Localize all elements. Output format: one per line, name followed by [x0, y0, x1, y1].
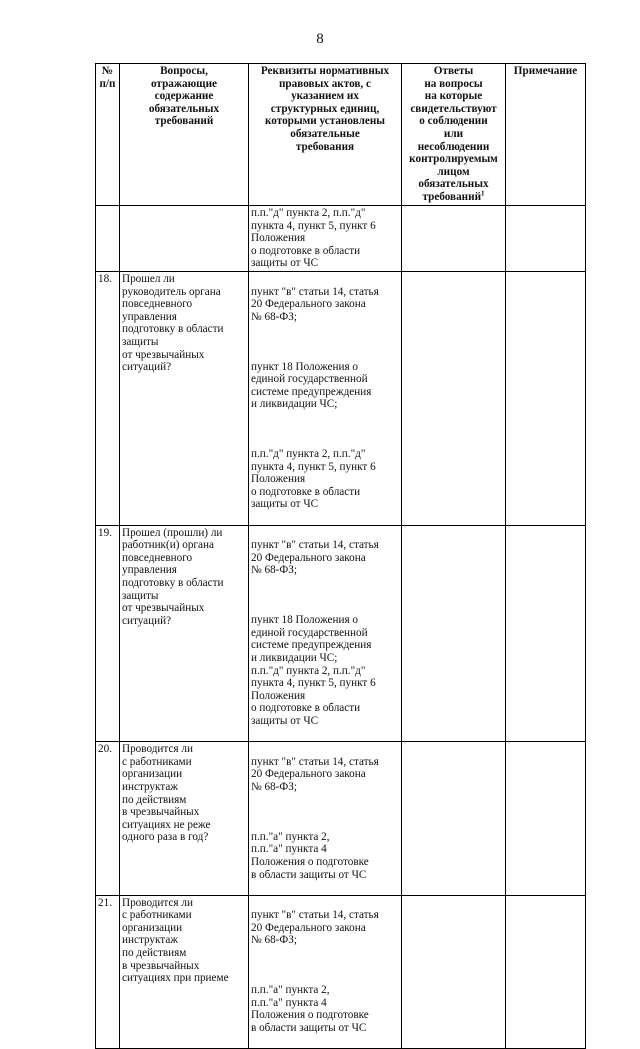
row-requisites	[249, 525, 402, 742]
header-num: № п/п	[96, 64, 120, 206]
row-answer	[402, 525, 506, 742]
row-num: 20.	[96, 742, 120, 896]
row-requisites	[249, 742, 402, 896]
table-row	[96, 206, 586, 272]
table-row	[96, 742, 586, 896]
requirements-table	[95, 63, 586, 1049]
requisite-ref: пункт 18 Положения о единой государственной системе предупреждения и ликвидации ЧС;	[251, 360, 372, 411]
row-question: Прошел ли руководитель органа повседневного управления подготовку в области защиты от чрезвычайных ситуаций?	[120, 271, 249, 525]
footnote-mark: 1	[481, 189, 485, 198]
header-questions: Вопросы, отражающие содержание обязательных требований	[120, 64, 249, 206]
table-header-row	[96, 64, 586, 206]
row-answer	[402, 206, 506, 272]
requisite-ref: п.п."д" пункта 2, п.п."д" пункта 4, пункт 5, пункт 6 Положения о подготовке в области защиты от ЧС	[251, 207, 376, 270]
header-answers	[402, 64, 506, 206]
requisite-ref: п.п."а" пункта 2, п.п."а" пункта 4 Положения о подготовке в области защиты от ЧС	[251, 984, 369, 1035]
row-note	[506, 271, 586, 525]
row-question: Проводится ли с работниками организации инструктаж по действиям в чрезвычайных ситуациях не реже одного раза в год?	[120, 742, 249, 896]
table-row	[96, 271, 586, 525]
row-answer	[402, 742, 506, 896]
requisite-ref: пункт "в" статьи 14, статья 20 Федерального закона № 68-ФЗ;	[251, 755, 379, 793]
row-answer	[402, 895, 506, 1049]
row-note	[506, 742, 586, 896]
page-number: 8	[316, 31, 324, 47]
requisite-ref: пункт "в" статьи 14, статья 20 Федерального закона № 68-ФЗ;	[251, 285, 379, 323]
table-row	[96, 525, 586, 742]
requisite-ref: п.п."д" пункта 2, п.п."д" пункта 4, пункт 5, пункт 6 Положения о подготовке в области защиты от ЧС	[251, 448, 376, 511]
row-num	[96, 206, 120, 272]
row-requisites	[249, 895, 402, 1049]
row-num: 21.	[96, 895, 120, 1049]
row-num: 18.	[96, 271, 120, 525]
row-question	[120, 206, 249, 272]
requisite-ref: пункт "в" статьи 14, статья 20 Федерального закона № 68-ФЗ;	[251, 909, 379, 947]
row-requisites	[249, 206, 402, 272]
header-answers-text: Ответы на вопросы на которые свидетельствуют о соблюдении или несоблюдении контролируемым лицом обязательных требований	[409, 65, 498, 203]
header-notes: Примечание	[506, 64, 586, 206]
row-question: Проводится ли с работниками организации инструктаж по действиям в чрезвычайных ситуациях при приеме	[120, 895, 249, 1049]
row-note	[506, 206, 586, 272]
requisite-ref: пункт 18 Положения о единой государственной системе предупреждения и ликвидации ЧС; п.п."д" пункта 2, п.п."д" пункта 4, пункт 5, пункт 6 Положения о подготовке в области защиты от ЧС	[251, 614, 376, 727]
requisite-ref: пункт "в" статьи 14, статья 20 Федерального закона № 68-ФЗ;	[251, 539, 379, 577]
header-requisites: Реквизиты нормативных правовых актов, с указанием их структурных единиц, которыми установлены обязательные требования	[249, 64, 402, 206]
table-row	[96, 895, 586, 1049]
row-num: 19.	[96, 525, 120, 742]
row-question: Прошел (прошли) ли работник(и) органа повседневного управления подготовку в области защиты от чрезвычайных ситуаций?	[120, 525, 249, 742]
row-note	[506, 525, 586, 742]
requisite-ref: п.п."а" пункта 2, п.п."а" пункта 4 Положения о подготовке в области защиты от ЧС	[251, 830, 369, 881]
row-note	[506, 895, 586, 1049]
row-requisites	[249, 271, 402, 525]
row-answer	[402, 271, 506, 525]
